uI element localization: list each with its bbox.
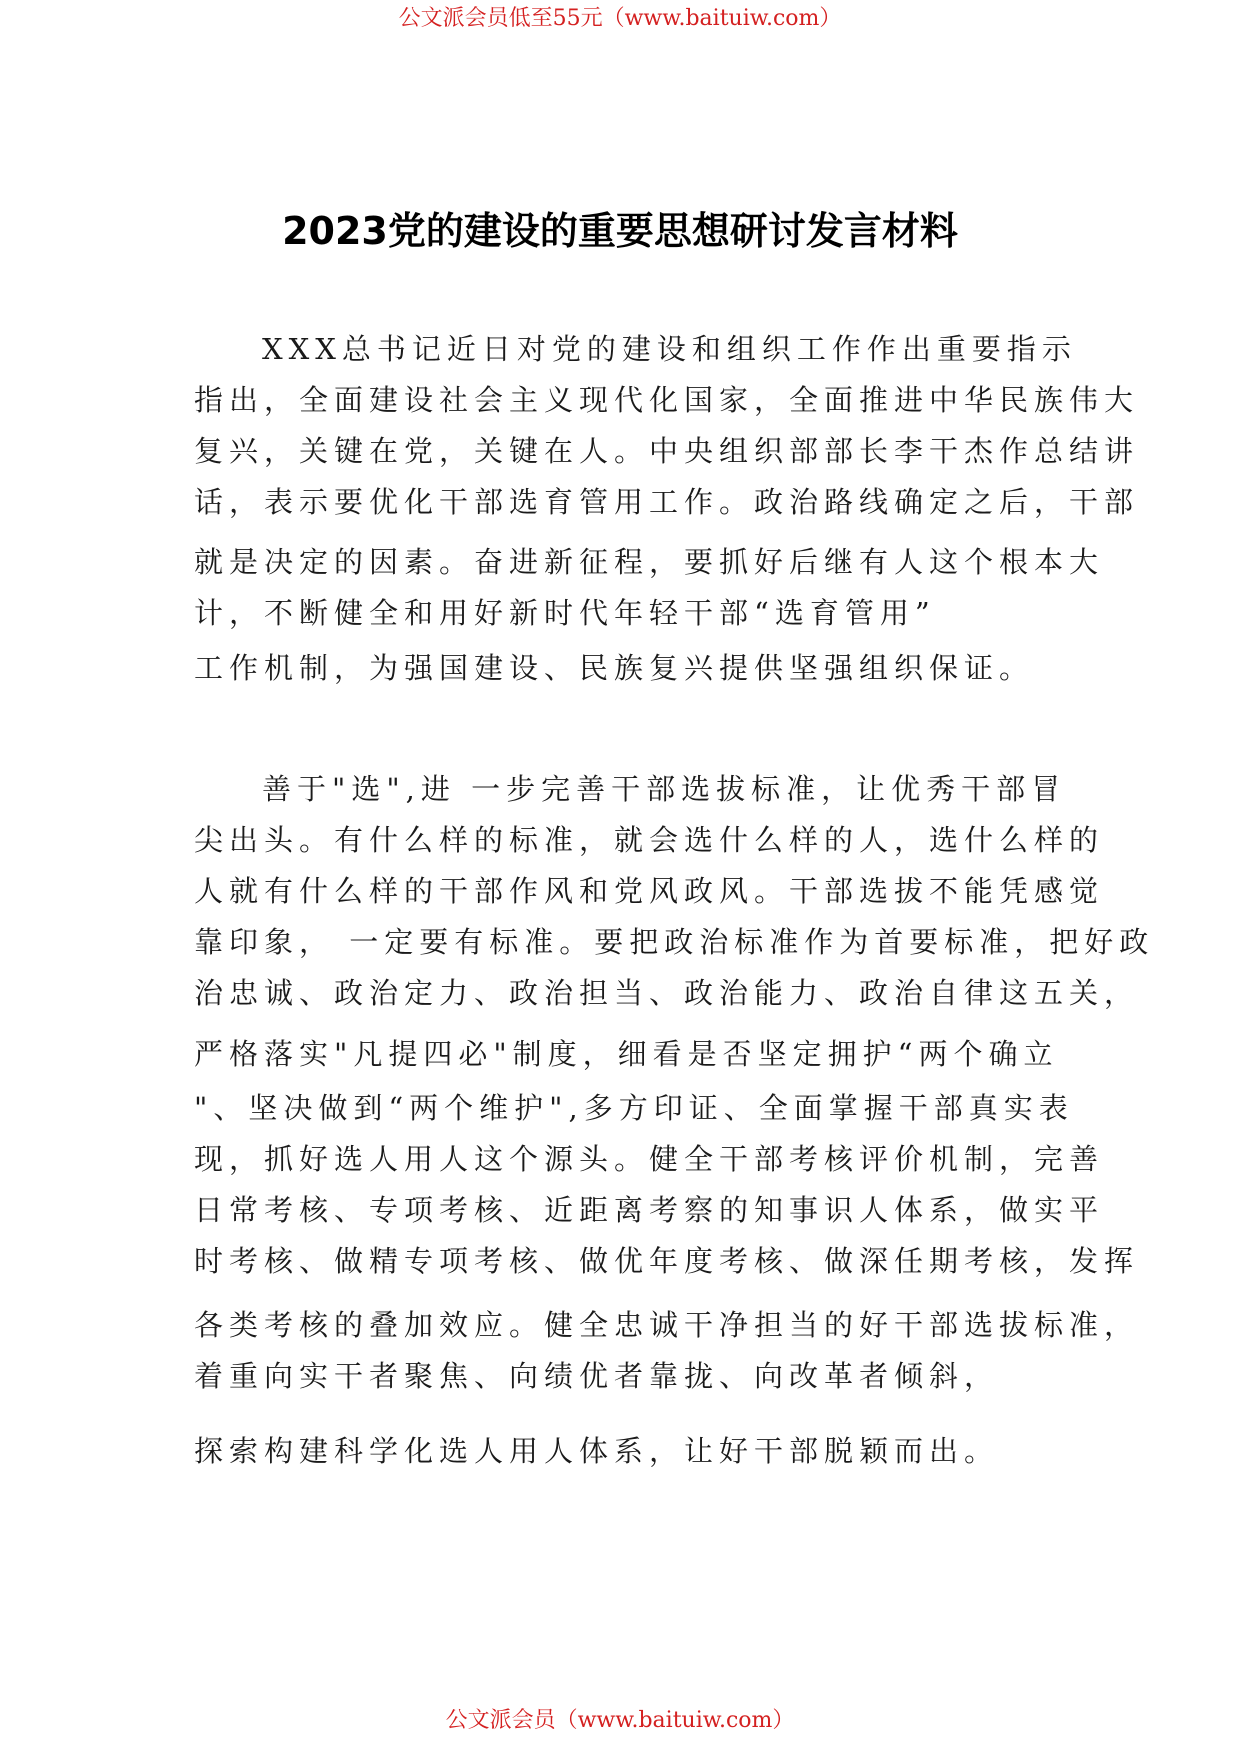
text-line: XXX总书记近日对党的建设和组织工作作出重要指示 — [262, 332, 1077, 366]
text-line: 时考核、做精专项考核、做优年度考核、做深任期考核，发挥 — [194, 1244, 1140, 1278]
text-line: 严格落实"凡提四必"制度，细看是否坚定拥护“两个确立 — [194, 1037, 1059, 1071]
text-line: "、坚决做到“两个维护",多方印证、全面掌握干部真实表 — [194, 1091, 1074, 1125]
header-watermark: 公文派会员低至55元（www.baituiw.com） — [398, 6, 842, 31]
text-line: 各类考核的叠加效应。健全忠诚干净担当的好干部选拔标准， — [194, 1308, 1140, 1342]
footer-watermark: 公文派会员（www.baituiw.com） — [445, 1708, 795, 1733]
text-line: 计，不断健全和用好新时代年轻干部“选育管用” — [194, 596, 936, 630]
text-line: 复兴，关键在党，关键在人。中央组织部部长李干杰作总结讲 — [194, 434, 1140, 468]
text-line: 治忠诚、政治定力、政治担当、政治能力、政治自律这五关， — [194, 976, 1140, 1010]
text-line: 话，表示要优化干部选育管用工作。政治路线确定之后，干部 — [194, 485, 1140, 519]
text-line: 就是决定的因素。奋进新征程，要抓好后继有人这个根本大 — [194, 545, 1105, 579]
document-title: 2023党的建设的重要思想研讨发言材料 — [282, 209, 958, 253]
text-line: 日常考核、专项考核、近距离考察的知事识人体系，做实平 — [194, 1193, 1105, 1227]
text-line: 尖出头。有什么样的标准，就会选什么样的人，选什么样的 — [194, 823, 1105, 857]
text-line: 探索构建科学化选人用人体系，让好干部脱颖而出。 — [194, 1434, 1000, 1468]
text-line: 工作机制，为强国建设、民族复兴提供坚强组织保证。 — [194, 651, 1035, 685]
text-line: 着重向实干者聚焦、向绩优者靠拢、向改革者倾斜， — [194, 1359, 1000, 1393]
text-line: 善于"选",进 一步完善干部选拔标准，让优秀干部冒 — [262, 772, 1067, 806]
text-line: 人就有什么样的干部作风和党风政风。干部选拔不能凭感觉 — [194, 874, 1105, 908]
text-line: 现，抓好选人用人这个源头。健全干部考核评价机制，完善 — [194, 1142, 1105, 1176]
text-line: 靠印象， 一定要有标准。要把政治标准作为首要标准，把好政 — [194, 925, 1155, 959]
text-line: 指出，全面建设社会主义现代化国家，全面推进中华民族伟大 — [194, 383, 1140, 417]
